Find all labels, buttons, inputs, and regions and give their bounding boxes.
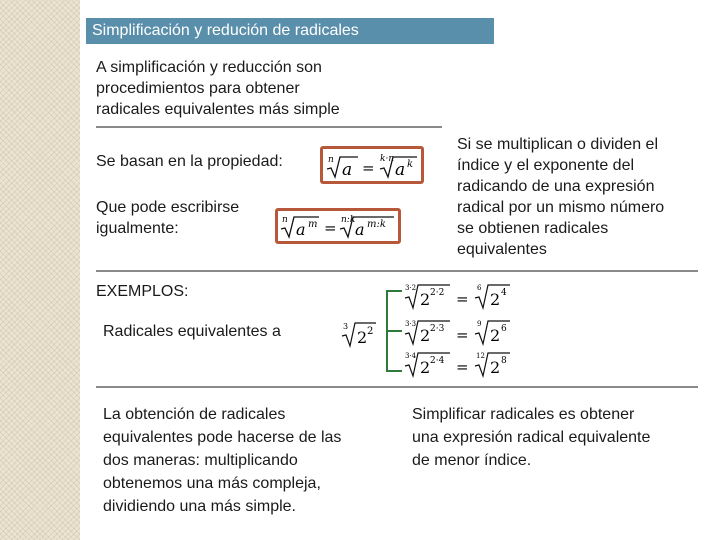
formula-base: a	[296, 220, 306, 239]
formula-base: 2	[490, 326, 501, 345]
equivalent-label: Radicales equivalentes a	[103, 323, 281, 340]
bracket-tick	[388, 290, 402, 292]
formula-index: 9	[477, 320, 482, 328]
equally-line: Que pode escribirse	[96, 199, 240, 216]
intro-text	[96, 57, 340, 120]
bottom-left-line: obtenemos una más compleja,	[103, 475, 321, 492]
formula-equals: =	[324, 219, 337, 237]
right-note-line: equivalentes	[457, 241, 547, 258]
right-note-line: radical por un mismo número	[457, 199, 665, 216]
formula-base: 2	[490, 358, 501, 377]
intro-line: procedimientos para obtener	[96, 80, 300, 97]
formula-equals: =	[456, 290, 469, 308]
formula-base: 2	[420, 326, 431, 345]
right-note-line: radicando de una expresión	[457, 178, 655, 195]
property-label: Se basan en la propiedad:	[96, 153, 283, 170]
base-radical	[340, 318, 380, 350]
formula-exponent: m:k	[367, 219, 386, 230]
formula-index: n	[282, 215, 288, 225]
examples-label: EXEMPLOS:	[96, 283, 189, 300]
examples-bracket	[386, 290, 402, 372]
bottom-left-text	[103, 403, 341, 518]
equally-formula-box	[275, 208, 401, 244]
formula-equals: =	[456, 326, 469, 344]
equally-label	[96, 197, 239, 239]
bottom-left-line: equivalentes pode hacerse de las	[103, 429, 342, 446]
decorative-side-strip	[0, 0, 80, 540]
bottom-left-line: dividiendo una más simple.	[103, 498, 296, 515]
formula-radicand: a	[395, 160, 406, 180]
example-radical-3	[404, 348, 516, 380]
page-title: Simplificación y redución de radicales	[86, 18, 494, 44]
formula-index: 3	[343, 322, 349, 331]
example-radical-2	[404, 316, 516, 348]
bracket-tick	[388, 370, 402, 372]
formula-equals: =	[362, 159, 375, 177]
formula-exponent: 6	[501, 324, 507, 334]
equally-line: igualmente:	[96, 220, 179, 237]
formula-base: 2	[420, 290, 431, 309]
example-radical-1	[404, 280, 516, 312]
formula-index: n	[328, 155, 334, 165]
formula-base: 2	[490, 290, 501, 309]
bottom-left-line: dos maneras: multiplicando	[103, 452, 298, 469]
equally-formula	[279, 211, 397, 241]
intro-line: A simplificación y reducción son	[96, 59, 322, 76]
formula-radicand: a	[342, 160, 353, 180]
formula-index: 6	[477, 284, 482, 292]
formula-exponent: k	[407, 159, 414, 170]
formula-base: a	[355, 220, 365, 239]
divider-examples	[96, 270, 698, 272]
formula-exponent: 2·3	[430, 324, 445, 334]
formula-exponent: 4	[501, 288, 507, 298]
bottom-right-text	[412, 403, 650, 472]
formula-base: 2	[357, 328, 368, 347]
formula-equals: =	[456, 358, 469, 376]
property-formula-box	[320, 146, 424, 184]
bottom-right-line: de menor índice.	[412, 452, 532, 469]
intro-line: radicales equivalentes más simple	[96, 101, 340, 118]
right-note-line: Si se multiplican o dividen el	[457, 136, 658, 153]
bottom-right-line: una expresión radical equivalente	[412, 429, 651, 446]
bottom-right-line: Simplificar radicales es obtener	[412, 406, 635, 423]
formula-exponent: 2·2	[430, 288, 445, 298]
formula-exponent: 2	[367, 326, 374, 337]
right-note	[457, 134, 664, 260]
formula-index: 3·4	[405, 352, 417, 360]
divider-bottom	[96, 386, 698, 388]
formula-exponent: 8	[501, 356, 507, 366]
formula-index: n:k	[341, 215, 356, 225]
property-formula	[324, 149, 420, 181]
formula-index: 3·3	[405, 320, 417, 328]
bracket-tick	[388, 330, 402, 332]
bottom-left-line: La obtención de radicales	[103, 406, 286, 423]
right-note-line: índice y el exponente del	[457, 157, 635, 174]
formula-base: 2	[420, 358, 431, 377]
right-note-line: se obtienen radicales	[457, 220, 609, 237]
formula-index: 12	[476, 352, 485, 360]
formula-index: k·n	[380, 154, 395, 164]
divider-intro	[96, 126, 442, 128]
formula-exponent: m	[308, 219, 318, 230]
formula-exponent: 2·4	[430, 356, 445, 366]
formula-index: 3·2	[405, 284, 417, 292]
